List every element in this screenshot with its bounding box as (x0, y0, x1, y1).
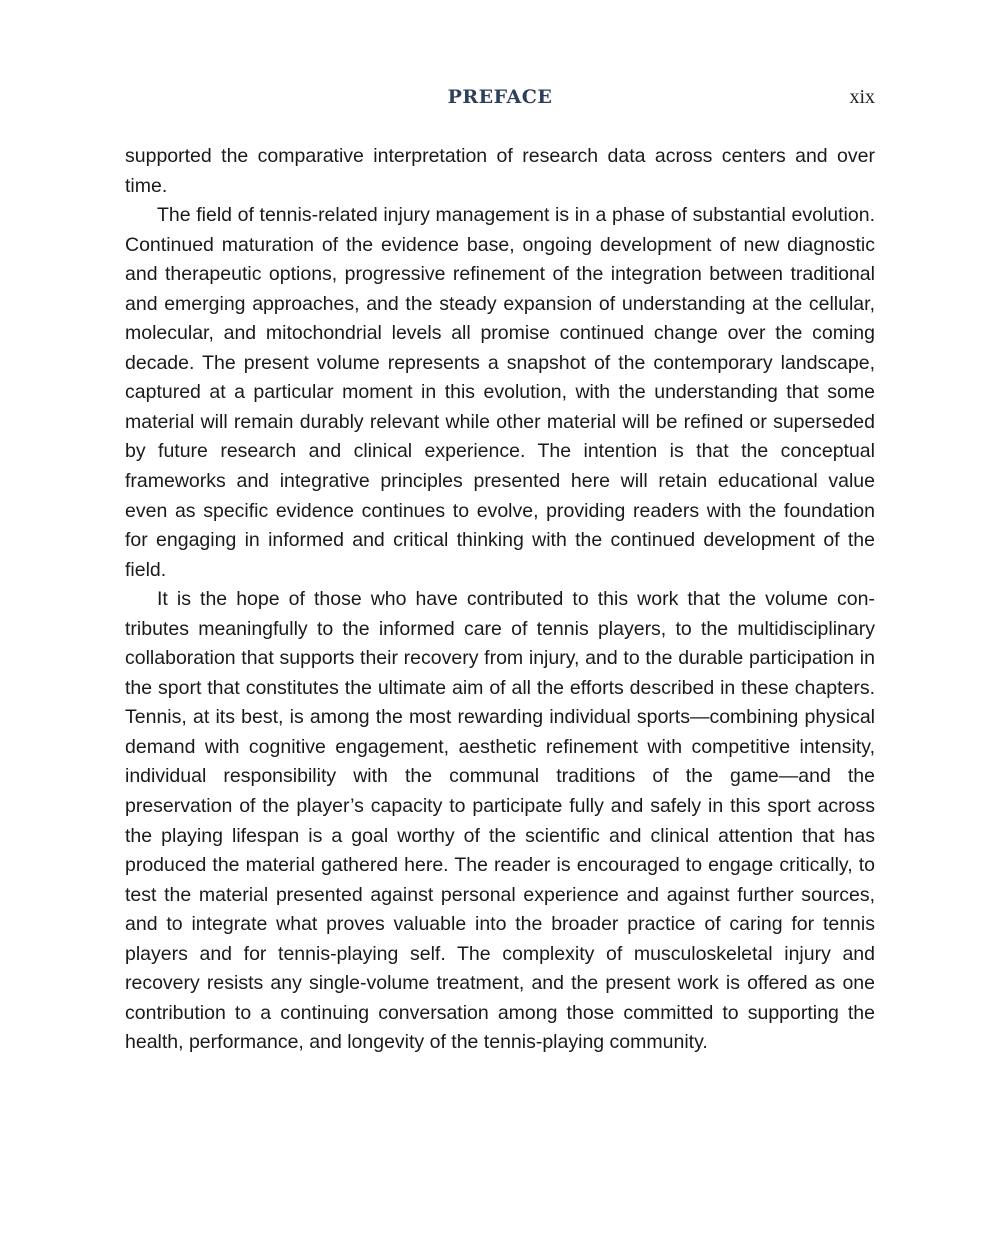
running-head (0, 86, 1000, 114)
paragraph: The field of tennis-related injury management is in a phase of substantial evolution. Continued maturation of the evidence base, ongoing development of new diagnostic and therapeutic options, progressive refinement of the integration between traditional and emerging approaches, and the steady expansion of understanding at the cellular, molecular, and mitochondrial levels all promise continued change over the coming decade. The present volume represents a snapshot of the contemporary landscape, captured at a particular moment in this evolution, with the understanding that some material will remain durably relevant while other material will be refined or superseded by future research and clinical experience. The intention is that the conceptual frameworks and integrative principles presented here will retain educational value even as specific evidence continues to evolve, providing readers with the foundation for engaging in informed and critical thinking with the continued development of the field. (125, 204, 875, 581)
paragraph-continued: supported the comparative interpretation of research data across centers and over time. (125, 145, 875, 197)
body-text (125, 142, 875, 1058)
page-number: xix (849, 86, 875, 108)
running-title: PREFACE (447, 86, 553, 108)
paragraph: It is the hope of those who have contributed to this work that the volume contributes meaningfully to the informed care of tennis players, to the multidisciplinary collaboration that supports their recovery from injury, and to the durable participation in the sport that constitutes the ultimate aim of all the efforts described in these chapters. Tennis, at its best, is among the most rewarding individual sports—combining physical demand with cognitive engagement, aesthetic refinement with competitive intensity, individual responsibility with the communal traditions of the game—and the preservation of the player’s capacity to participate fully and safely in this sport across the playing lifespan is a goal worthy of the scientific and clinical attention that has produced the material gathered here. The reader is encouraged to engage critically, to test the material presented against personal experience and against further sources, and to integrate what proves valuable into the broader practice of caring for tennis players and for tennis-playing self. The complexity of musculoskeletal injury and recovery resists any single-volume treatment, and the present work is offered as one contribution to a continuing conversation among those committed to supporting the health, performance, and longevity of the tennis-playing community. (125, 588, 875, 1054)
